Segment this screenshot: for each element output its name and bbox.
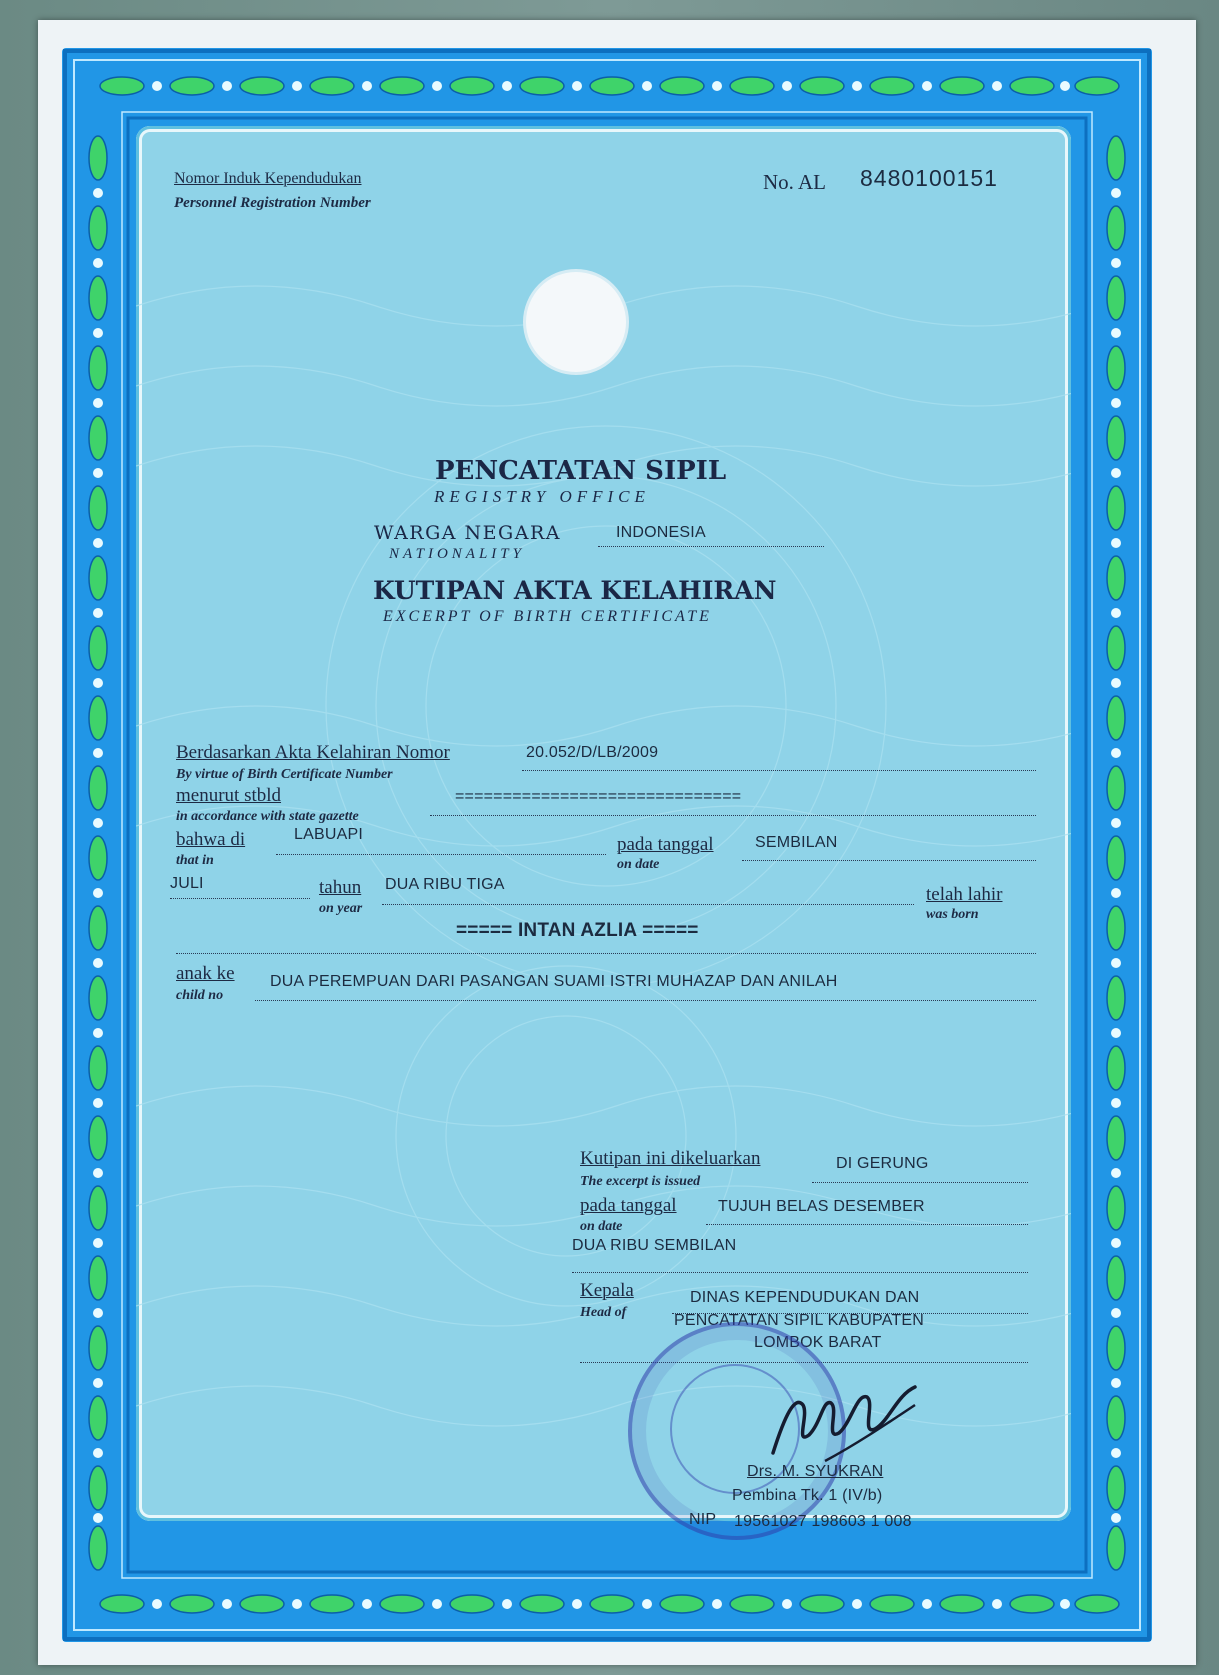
signature [765,1375,925,1465]
issue-date-value-1: TUJUH BELAS DESEMBER [718,1198,925,1215]
act-sublabel: By virtue of Birth Certificate Number [176,767,393,782]
stbld-line [430,815,1036,816]
emblem-placeholder [526,272,626,372]
nip-label: NIP [689,1511,717,1528]
act-value: 20.052/D/LB/2009 [526,744,659,761]
name-line [176,953,1036,954]
office-title-en: REGISTRY OFFICE [434,487,650,506]
stbld-sublabel: in accordance with state gazette [176,809,359,824]
date-sublabel: on date [617,857,660,872]
head-sublabel: Head of [580,1305,627,1320]
head-label: Kepala [580,1280,634,1301]
issue-date-sublabel: on date [580,1219,623,1234]
year-value: DUA RIBU TIGA [385,876,505,893]
child-order-line [255,1000,1036,1001]
serial-number: 8480100151 [860,165,998,191]
issued-sublabel: The excerpt is issued [580,1174,701,1189]
month-line [170,898,310,899]
nationality-label: WARGA NEGARA [374,522,561,544]
nik-sublabel: Personnel Registration Number [174,195,371,211]
issue-date-value-2: DUA RIBU SEMBILAN [572,1237,737,1254]
issued-value: DI GERUNG [836,1155,929,1172]
head-value-3: LOMBOK BARAT [754,1334,882,1351]
child-order-label: anak ke [176,963,235,984]
child-order-sublabel: child no [176,988,224,1003]
date-line [742,860,1036,861]
date-value: SEMBILAN [755,834,838,851]
head-value-2: PENCATATAN SIPIL KABUPATEN [674,1312,924,1329]
certificate-title: KUTIPAN AKTA KELAHIRAN [373,576,777,605]
year-sublabel: on year [319,901,363,916]
place-line [276,854,606,855]
serial-label: No. AL [763,170,826,194]
certificate-title-en: EXCERPT OF BIRTH CERTIFICATE [383,608,712,625]
place-sublabel: that in [176,853,214,868]
stbld-value: ============================== [455,788,742,805]
year-line [382,904,914,905]
born-sublabel: was born [926,907,979,922]
issue-date-line-1 [706,1224,1028,1225]
signatory-rank: Pembina Tk. 1 (IV/b) [732,1487,883,1504]
date-label: pada tanggal [617,834,714,855]
issue-date-label: pada tanggal [580,1195,677,1216]
place-label: bahwa di [176,829,246,850]
month-value: JULI [170,875,204,892]
born-label: telah lahir [926,884,1003,905]
nationality-line [598,546,824,547]
nationality-value: INDONESIA [616,524,706,541]
head-value-1: DINAS KEPENDUDUKAN DAN [690,1289,920,1306]
office-title: PENCATATAN SIPIL [435,456,727,486]
nik-label: Nomor Induk Kependudukan [174,170,362,187]
issued-label: Kutipan ini dikeluarkan [580,1148,761,1169]
nationality-label-en: NATIONALITY [389,546,525,562]
stbld-label: menurut stbld [176,785,282,806]
child-name: ===== INTAN AZLIA ===== [456,920,699,941]
issue-date-line-2 [572,1272,1028,1273]
nip-value: 19561027 198603 1 008 [734,1513,912,1530]
issued-line [812,1182,1028,1183]
signatory-name: Drs. M. SYUKRAN [747,1463,884,1480]
act-label: Berdasarkan Akta Kelahiran Nomor [176,742,450,763]
child-order-value: DUA PEREMPUAN DARI PASANGAN SUAMI ISTRI MUHAZAP DAN ANILAH [270,973,838,990]
place-value: LABUAPI [294,826,363,843]
year-label: tahun [319,877,362,898]
act-line [522,770,1036,771]
